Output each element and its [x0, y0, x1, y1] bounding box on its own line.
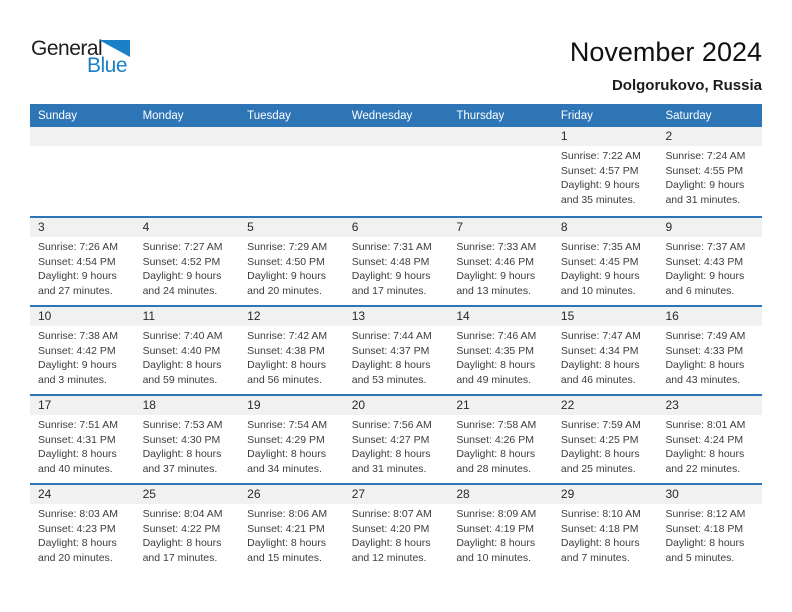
day-cell [448, 415, 553, 476]
sunset-text: Sunset: 4:31 PM [38, 433, 116, 446]
weekday-header-tuesday: Tuesday [247, 109, 291, 122]
week-row [30, 483, 762, 572]
weekday-header-thursday: Thursday [456, 109, 505, 122]
sunset-text: Sunset: 4:46 PM [456, 255, 534, 268]
daylight-text: Daylight: 8 hours and 56 minutes. [247, 359, 326, 386]
day-cell [657, 326, 762, 387]
sunrise-text: Sunrise: 8:01 AM [665, 419, 746, 431]
day-number: 12 [247, 309, 261, 323]
sunrise-text: Sunrise: 7:47 AM [560, 330, 641, 342]
day-number-band [30, 485, 762, 504]
sunset-text: Sunset: 4:42 PM [38, 344, 116, 357]
sunrise-text: Sunrise: 7:26 AM [38, 241, 118, 253]
sunrise-text: Sunrise: 7:58 AM [456, 419, 537, 431]
daylight-text: Daylight: 8 hours and 37 minutes. [142, 448, 222, 475]
daylight-text: Daylight: 8 hours and 10 minutes. [456, 537, 536, 564]
day-number: 26 [247, 487, 261, 501]
day-number: 9 [665, 220, 673, 234]
day-cell [239, 326, 344, 387]
day-number: 30 [665, 487, 679, 501]
day-number: 6 [351, 220, 359, 234]
day-cell [448, 237, 553, 298]
day-cell [344, 415, 449, 476]
sunrise-text: Sunrise: 7:42 AM [247, 330, 328, 342]
day-cell [657, 504, 762, 565]
day-cell [30, 237, 135, 298]
day-cell [553, 415, 658, 476]
daylight-text: Daylight: 8 hours and 22 minutes. [665, 448, 745, 475]
calendar-grid [30, 104, 762, 572]
sunrise-text: Sunrise: 7:46 AM [456, 330, 537, 342]
weekday-header-sunday: Sunday [38, 109, 78, 122]
sunrise-text: Sunrise: 7:27 AM [142, 241, 223, 253]
day-number: 19 [247, 398, 261, 412]
empty-day-number [448, 127, 553, 146]
logo-text-general: General [31, 37, 103, 60]
logo-text-blue: Blue [87, 54, 128, 77]
sunrise-text: Sunrise: 8:07 AM [351, 508, 432, 520]
day-number: 23 [665, 398, 679, 412]
daylight-text: Daylight: 9 hours and 31 minutes. [665, 179, 745, 206]
day-cell [657, 146, 762, 207]
sunset-text: Sunset: 4:50 PM [247, 255, 325, 268]
sunrise-text: Sunrise: 7:24 AM [665, 150, 746, 162]
day-cell [344, 237, 449, 298]
daylight-text: Daylight: 8 hours and 53 minutes. [351, 359, 431, 386]
sunrise-text: Sunrise: 7:38 AM [38, 330, 118, 342]
day-number: 10 [38, 309, 52, 323]
day-number: 13 [351, 309, 366, 323]
daylight-text: Daylight: 9 hours and 24 minutes. [142, 270, 222, 297]
daylight-text: Daylight: 8 hours and 7 minutes. [560, 537, 640, 564]
day-number: 4 [142, 220, 150, 234]
day-cell [135, 326, 240, 387]
daylight-text: Daylight: 8 hours and 59 minutes. [142, 359, 222, 386]
sunset-text: Sunset: 4:37 PM [351, 344, 430, 357]
sunset-text: Sunset: 4:38 PM [247, 344, 325, 357]
daylight-text: Daylight: 9 hours and 17 minutes. [351, 270, 431, 297]
sunrise-text: Sunrise: 8:03 AM [38, 508, 118, 520]
sunset-text: Sunset: 4:35 PM [456, 344, 534, 357]
daylight-text: Daylight: 8 hours and 34 minutes. [247, 448, 326, 475]
daylight-text: Daylight: 9 hours and 20 minutes. [247, 270, 326, 297]
sunset-text: Sunset: 4:23 PM [38, 522, 116, 535]
day-number: 15 [560, 309, 575, 323]
sunset-text: Sunset: 4:30 PM [142, 433, 221, 446]
weekday-header-row [30, 104, 762, 127]
sunrise-text: Sunrise: 7:37 AM [665, 241, 746, 253]
day-cell [657, 415, 762, 476]
page-subtitle: Dolgorukovo, Russia [611, 76, 762, 94]
daylight-text: Daylight: 8 hours and 31 minutes. [351, 448, 431, 475]
day-number: 3 [38, 220, 45, 234]
sunset-text: Sunset: 4:33 PM [665, 344, 744, 357]
sunset-text: Sunset: 4:52 PM [142, 255, 221, 268]
daylight-text: Daylight: 9 hours and 6 minutes. [665, 270, 745, 297]
sunrise-text: Sunrise: 7:33 AM [456, 241, 537, 253]
daylight-text: Daylight: 8 hours and 5 minutes. [665, 537, 745, 564]
day-number: 28 [456, 487, 470, 501]
weekday-header-wednesday: Wednesday [351, 109, 413, 122]
empty-day-number [30, 127, 135, 146]
sunrise-text: Sunrise: 7:59 AM [560, 419, 641, 431]
day-number: 7 [456, 220, 463, 234]
day-cell [344, 504, 449, 565]
sunrise-text: Sunrise: 7:56 AM [351, 419, 432, 431]
empty-day-cell [239, 146, 344, 207]
daylight-text: Daylight: 8 hours and 20 minutes. [38, 537, 117, 564]
week-row [30, 216, 762, 305]
day-number: 2 [665, 129, 673, 143]
weekday-header-saturday: Saturday [665, 109, 712, 122]
day-cell [553, 504, 658, 565]
day-number: 1 [560, 129, 568, 143]
sunrise-text: Sunrise: 8:10 AM [560, 508, 641, 520]
daylight-text: Daylight: 9 hours and 27 minutes. [38, 270, 117, 297]
daylight-text: Daylight: 9 hours and 13 minutes. [456, 270, 536, 297]
daylight-text: Daylight: 8 hours and 17 minutes. [142, 537, 222, 564]
day-number: 14 [456, 309, 470, 323]
daylight-text: Daylight: 9 hours and 10 minutes. [560, 270, 640, 297]
day-number-band [30, 127, 762, 146]
sunset-text: Sunset: 4:54 PM [38, 255, 116, 268]
daylight-text: Daylight: 8 hours and 15 minutes. [247, 537, 326, 564]
sunset-text: Sunset: 4:22 PM [142, 522, 221, 535]
sunset-text: Sunset: 4:48 PM [351, 255, 430, 268]
day-cell [239, 415, 344, 476]
sunset-text: Sunset: 4:55 PM [665, 164, 744, 177]
daylight-text: Daylight: 8 hours and 49 minutes. [456, 359, 536, 386]
day-cell [239, 237, 344, 298]
sunrise-text: Sunrise: 8:09 AM [456, 508, 537, 520]
day-number: 25 [142, 487, 156, 501]
sunset-text: Sunset: 4:25 PM [560, 433, 639, 446]
day-number: 5 [247, 220, 254, 234]
day-cell [30, 504, 135, 565]
empty-day-number [344, 127, 449, 146]
sunset-text: Sunset: 4:26 PM [456, 433, 534, 446]
day-cell [135, 415, 240, 476]
day-number: 21 [456, 398, 470, 412]
sunrise-text: Sunrise: 8:04 AM [142, 508, 223, 520]
sunset-text: Sunset: 4:34 PM [560, 344, 639, 357]
daylight-text: Daylight: 8 hours and 28 minutes. [456, 448, 536, 475]
sunrise-text: Sunrise: 7:51 AM [38, 419, 118, 431]
sunset-text: Sunset: 4:19 PM [456, 522, 534, 535]
day-cell [448, 326, 553, 387]
day-cell [657, 237, 762, 298]
day-cell [553, 326, 658, 387]
empty-day-cell [30, 146, 135, 207]
day-number: 20 [351, 398, 366, 412]
week-row [30, 394, 762, 483]
daylight-text: Daylight: 9 hours and 3 minutes. [38, 359, 117, 386]
daylight-text: Daylight: 8 hours and 43 minutes. [665, 359, 745, 386]
empty-day-cell [448, 146, 553, 207]
day-number: 27 [351, 487, 366, 501]
day-number: 22 [560, 398, 575, 412]
sunrise-text: Sunrise: 7:31 AM [351, 241, 432, 253]
day-number-band [30, 307, 762, 326]
sunrise-text: Sunrise: 7:29 AM [247, 241, 328, 253]
week-row [30, 127, 762, 216]
sunrise-text: Sunrise: 7:49 AM [665, 330, 746, 342]
day-cell [448, 504, 553, 565]
day-cell [239, 504, 344, 565]
sunset-text: Sunset: 4:20 PM [351, 522, 430, 535]
sunset-text: Sunset: 4:57 PM [560, 164, 639, 177]
day-cell [30, 326, 135, 387]
sunrise-text: Sunrise: 7:54 AM [247, 419, 328, 431]
sunrise-text: Sunrise: 7:44 AM [351, 330, 432, 342]
sunrise-text: Sunrise: 7:53 AM [142, 419, 223, 431]
sunset-text: Sunset: 4:24 PM [665, 433, 744, 446]
sunset-text: Sunset: 4:43 PM [665, 255, 744, 268]
day-number-band [30, 218, 762, 237]
sunset-text: Sunset: 4:21 PM [247, 522, 325, 535]
day-cell [135, 504, 240, 565]
day-number: 16 [665, 309, 679, 323]
sunset-text: Sunset: 4:27 PM [351, 433, 430, 446]
empty-day-number [239, 127, 344, 146]
empty-day-number [135, 127, 240, 146]
day-cell [553, 237, 658, 298]
page-title: November 2024 [569, 37, 762, 67]
daylight-text: Daylight: 9 hours and 35 minutes. [560, 179, 640, 206]
daylight-text: Daylight: 8 hours and 12 minutes. [351, 537, 431, 564]
sunrise-text: Sunrise: 7:40 AM [142, 330, 223, 342]
sunset-text: Sunset: 4:18 PM [560, 522, 639, 535]
sunset-text: Sunset: 4:18 PM [665, 522, 744, 535]
title-block [570, 38, 762, 94]
sunrise-text: Sunrise: 8:06 AM [247, 508, 328, 520]
weekday-header-monday: Monday [142, 109, 184, 122]
generalblue-logo [31, 37, 171, 87]
daylight-text: Daylight: 8 hours and 40 minutes. [38, 448, 117, 475]
day-cell [30, 415, 135, 476]
day-number: 8 [560, 220, 568, 234]
day-number: 18 [142, 398, 156, 412]
day-cell [553, 146, 658, 207]
daylight-text: Daylight: 8 hours and 25 minutes. [560, 448, 640, 475]
empty-day-cell [135, 146, 240, 207]
day-number: 11 [142, 309, 156, 323]
day-number: 29 [560, 487, 575, 501]
day-number: 17 [38, 398, 52, 412]
sunrise-text: Sunrise: 7:22 AM [560, 150, 641, 162]
empty-day-cell [344, 146, 449, 207]
daylight-text: Daylight: 8 hours and 46 minutes. [560, 359, 640, 386]
day-number-band [30, 396, 762, 415]
week-row [30, 305, 762, 394]
sunrise-text: Sunrise: 7:35 AM [560, 241, 641, 253]
day-number: 24 [38, 487, 52, 501]
sunset-text: Sunset: 4:45 PM [560, 255, 639, 268]
weekday-header-friday: Friday [560, 109, 593, 122]
sunset-text: Sunset: 4:29 PM [247, 433, 325, 446]
day-cell [135, 237, 240, 298]
sunrise-text: Sunrise: 8:12 AM [665, 508, 746, 520]
sunset-text: Sunset: 4:40 PM [142, 344, 221, 357]
day-cell [344, 326, 449, 387]
